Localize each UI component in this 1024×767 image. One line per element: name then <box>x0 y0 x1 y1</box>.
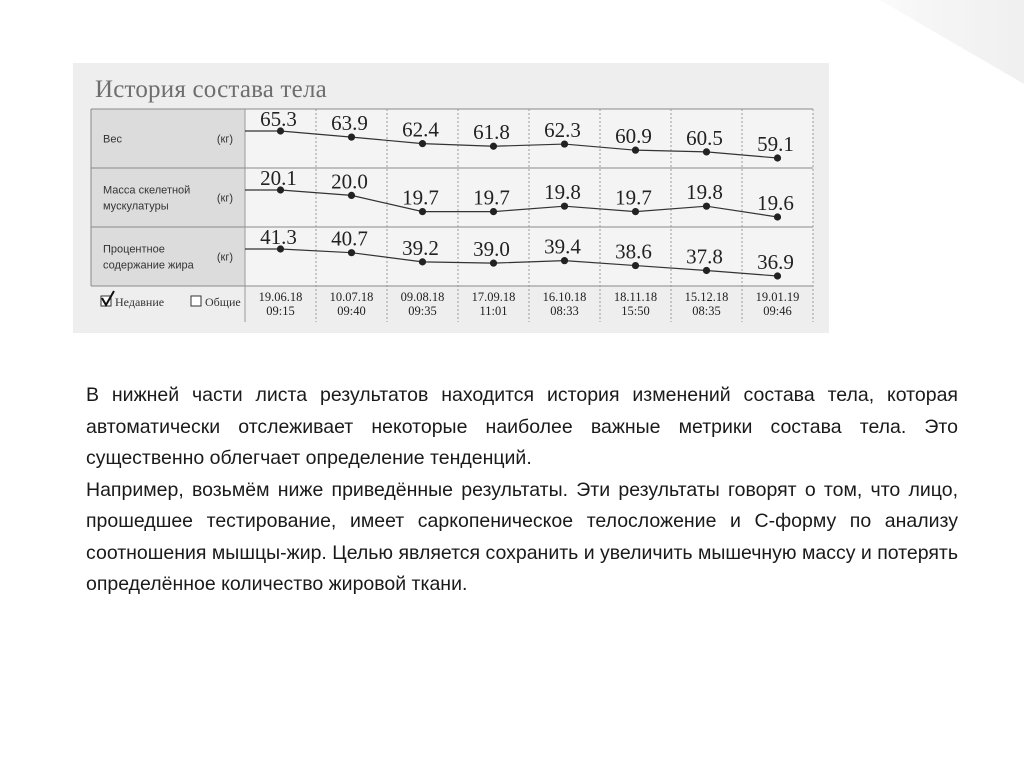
data-label: 60.9 <box>615 124 652 149</box>
data-label: 38.6 <box>615 239 652 264</box>
data-label: 19.7 <box>402 185 439 210</box>
date-tick-label: 09:15 <box>266 304 295 318</box>
paragraph-2: Например, возьмём ниже приведённые результаты. Эти результаты говорят о том, что лицо, прошедшее тестирование, имеет саркопеническое телосложение и С-форму по анализу соотношения мышцы-жир. Целью является сохранить и увеличить мышечную массу и потерять определённое количество жировой ткани. <box>86 478 958 595</box>
data-label: 19.6 <box>757 191 794 215</box>
data-label: 37.8 <box>686 244 723 269</box>
body-composition-chart <box>73 63 829 333</box>
date-tick-label: 16.10.18 <box>542 290 587 304</box>
date-tick-label: 15:50 <box>621 304 650 318</box>
row-label: содержание жира <box>103 259 194 272</box>
date-tick-label: 18.11.18 <box>613 290 658 304</box>
data-label: 60.5 <box>686 125 723 150</box>
unit-label: (кг) <box>216 192 233 205</box>
data-label: 19.7 <box>473 185 510 210</box>
date-tick-label: 08:35 <box>692 304 721 318</box>
date-tick-label: 17.09.18 <box>471 290 516 304</box>
data-label: 41.3 <box>260 225 297 249</box>
date-tick-label: 15.12.18 <box>684 290 729 304</box>
date-tick-label: 09:46 <box>763 304 792 318</box>
data-label: 65.3 <box>260 107 297 131</box>
date-tick-label: 19.01.19 <box>755 290 800 304</box>
data-label: 39.2 <box>402 235 439 260</box>
date-tick-label: 08:33 <box>550 304 579 318</box>
data-label: 61.8 <box>473 120 510 145</box>
data-label: 40.7 <box>331 226 368 251</box>
data-label: 36.9 <box>757 250 794 274</box>
date-tick-label: 09:40 <box>337 304 366 318</box>
data-label: 19.7 <box>615 185 652 210</box>
date-tick-label: 09:35 <box>408 304 437 318</box>
date-tick-label: 19.06.18 <box>258 290 303 304</box>
data-label: 62.4 <box>402 117 439 142</box>
row-label: мускулатуры <box>103 200 169 213</box>
paragraph-1: В нижней части листа результатов находится история изменений состава тела, которая автоматически отслеживает некоторые наиболее важные метрики состава тела. Это существенно облегчает определение тенденций. <box>86 384 958 469</box>
unit-label: (кг) <box>216 251 233 264</box>
row-label: Масса скелетной <box>103 184 191 197</box>
data-label: 19.8 <box>686 180 723 205</box>
row-label: Вес <box>103 133 122 146</box>
data-label: 63.9 <box>331 111 368 136</box>
date-tick-label: 10.07.18 <box>329 290 374 304</box>
data-label: 19.8 <box>544 180 581 205</box>
legend-label: Общие <box>205 295 241 309</box>
unit-label: (кг) <box>216 133 233 146</box>
description-text <box>86 380 958 601</box>
legend-checkbox <box>191 296 201 306</box>
date-tick-label: 09.08.18 <box>400 290 445 304</box>
row-label: Процентное <box>103 243 165 256</box>
data-label: 59.1 <box>757 132 794 156</box>
chart-title: История состава тела <box>95 76 327 103</box>
legend-label: Недавние <box>115 295 165 309</box>
data-label: 39.4 <box>544 234 581 259</box>
data-label: 39.0 <box>473 237 510 262</box>
date-tick-label: 11:01 <box>479 304 508 318</box>
data-label: 62.3 <box>544 118 581 143</box>
chart-svg <box>73 63 829 333</box>
data-label: 20.0 <box>331 169 368 194</box>
data-label: 20.1 <box>260 166 297 190</box>
slide-corner-decoration <box>854 0 1024 84</box>
